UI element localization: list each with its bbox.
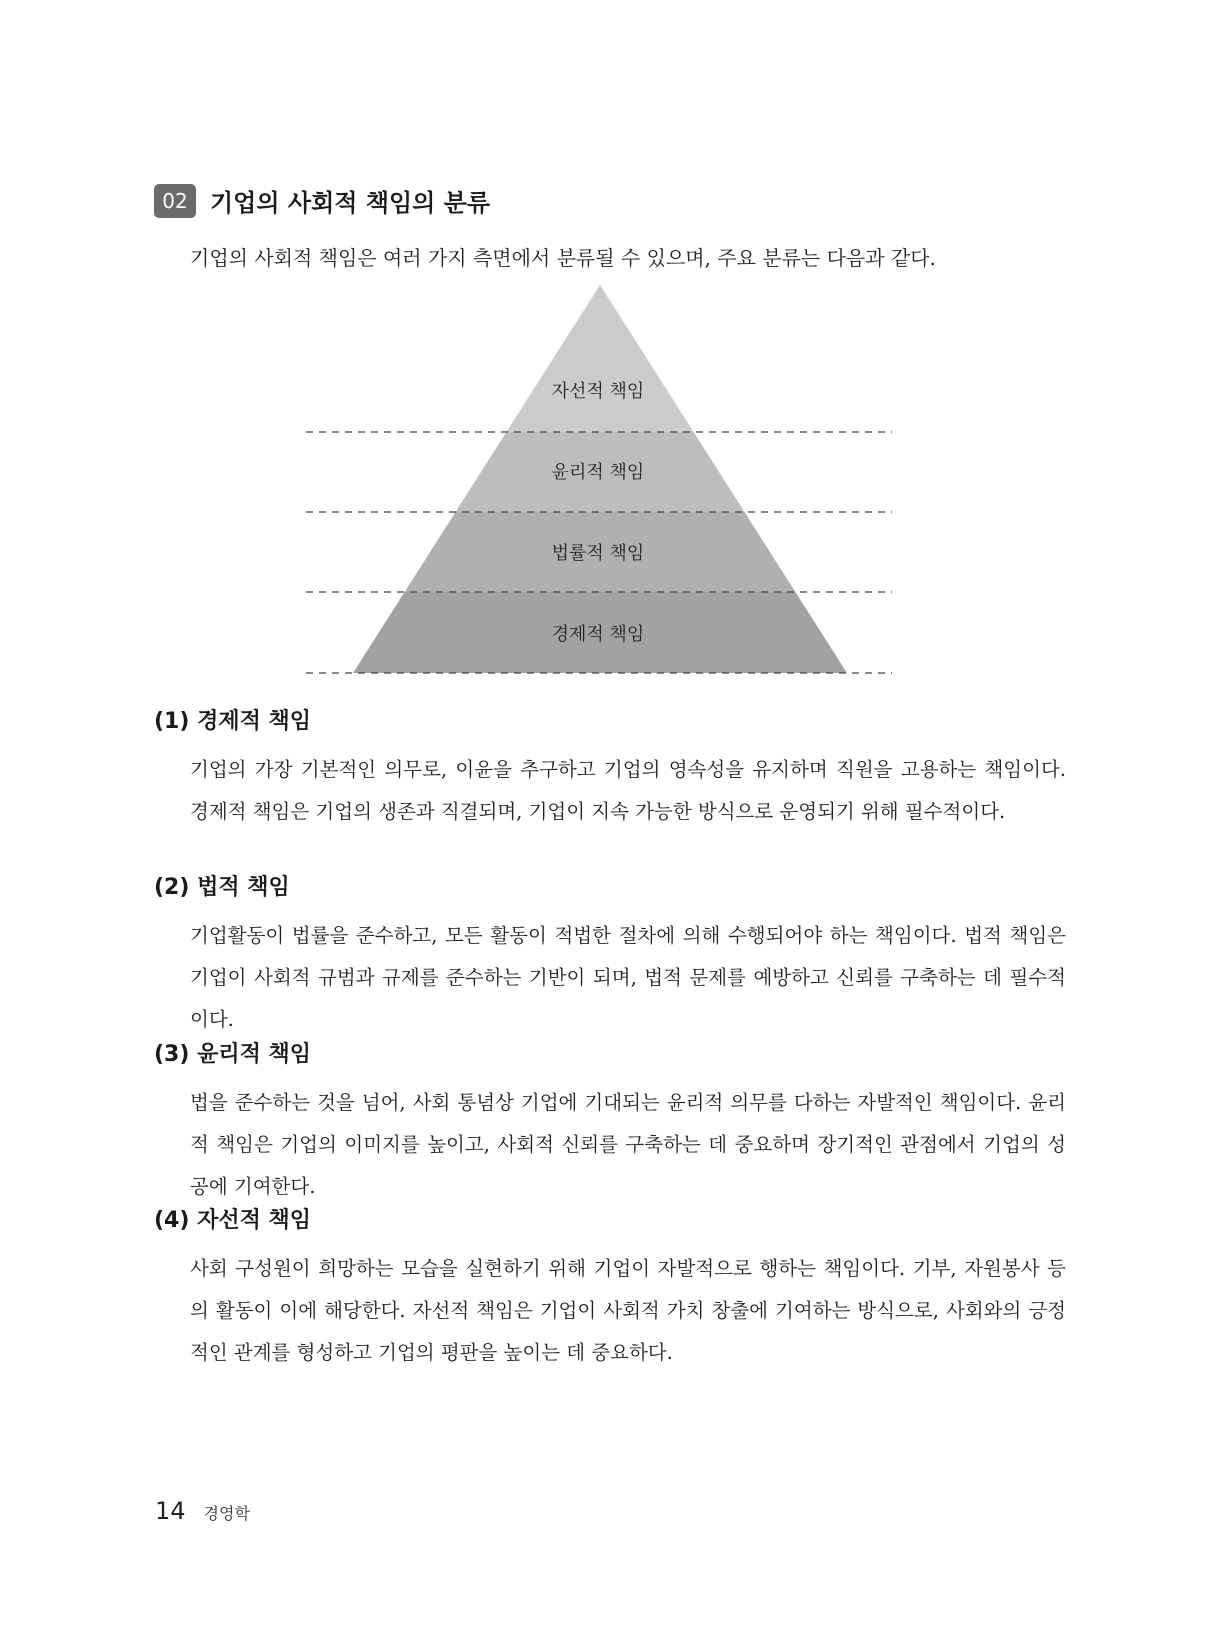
item-title: (4) 자선적 책임 [154, 1208, 311, 1233]
item-legal [154, 870, 1066, 1041]
pyramid-label-economic: 경제적 책임 [551, 624, 645, 645]
pyramid-label-philanthropic: 자선적 책임 [551, 381, 645, 402]
item-body: 기업의 가장 기본적인 의무로, 이윤을 추구하고 기업의 영속성을 유지하며 직원을 고용하는 책임이다. 경제적 책임은 기업의 생존과 직결되며, 기업이 지속 가능한 방식으로 운영되기 위해 필수적이다. [190, 758, 1066, 823]
item-body: 사회 구성원이 희망하는 모습을 실현하기 위해 기업이 자발적으로 행하는 책임이다. 기부, 자원봉사 등의 활동이 이에 해당한다. 자선적 책임은 기업이 사회적 가치 창출에 기여하는 방식으로, 사회와의 긍정적인 관계를 형성하고 기업의 평판을 높이는 데 중요하다. [190, 1257, 1066, 1364]
item-economic [154, 704, 1066, 833]
intro-paragraph: 기업의 사회적 책임은 여러 가지 측면에서 분류될 수 있으며, 주요 분류는 다음과 같다. [190, 246, 936, 270]
item-title: (3) 윤리적 책임 [154, 1042, 311, 1067]
item-ethical [154, 1037, 1066, 1208]
pyramid-level-1 [506, 285, 693, 432]
pyramid-label-ethical: 윤리적 책임 [551, 462, 645, 483]
book-title: 경영학 [203, 1504, 250, 1523]
section-title: 기업의 사회적 책임의 분류 [210, 189, 491, 217]
item-title: (1) 경제적 책임 [154, 709, 311, 734]
pyramid-label-legal: 법률적 책임 [551, 543, 645, 564]
item-body: 기업활동이 법률을 준수하고, 모든 활동이 적법한 절차에 의해 수행되어야 하는 책임이다. 법적 책임은 기업이 사회적 규범과 규제를 준수하는 기반이 되며, 법적 문제를 예방하고 신뢰를 구축하는 데 필수적이다. [190, 924, 1066, 1031]
section-header [154, 183, 490, 218]
page-number: 14 [155, 1497, 186, 1525]
section-number-badge: 02 [154, 184, 196, 218]
item-title: (2) 법적 책임 [154, 875, 290, 900]
item-philanthropic [154, 1203, 1066, 1374]
csr-pyramid-diagram [300, 285, 900, 685]
page-footer [155, 1497, 250, 1525]
item-body: 법을 준수하는 것을 넘어, 사회 통념상 기업에 기대되는 윤리적 의무를 다하는 자발적인 책임이다. 윤리적 책임은 기업의 이미지를 높이고, 사회적 신뢰를 구축하는 데 중요하며 장기적인 관점에서 기업의 성공에 기여한다. [190, 1091, 1066, 1198]
